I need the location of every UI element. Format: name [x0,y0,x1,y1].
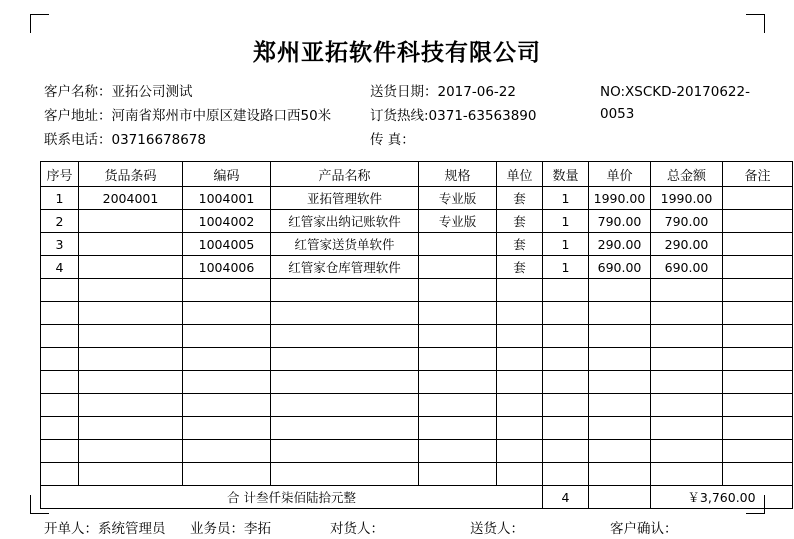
empty-cell [651,394,723,417]
row-unit: 套 [497,210,543,233]
empty-cell [497,302,543,325]
empty-cell [589,325,651,348]
row-code: 1004002 [183,210,271,233]
empty-cell [723,394,793,417]
receiver-label: 对货人： [330,521,384,537]
empty-cell [723,440,793,463]
row-spec [419,233,497,256]
row-index: 1 [41,187,79,210]
empty-cell [589,302,651,325]
empty-cell [183,394,271,417]
th-spec: 规格 [419,162,497,187]
row-qty: 1 [543,233,589,256]
empty-cell [651,463,723,486]
empty-cell [79,440,183,463]
salesman-value: 李拓 [244,521,271,537]
empty-cell [651,325,723,348]
empty-cell [589,417,651,440]
row-product-name: 红管家送货单软件 [271,233,419,256]
row-index: 2 [41,210,79,233]
empty-cell [41,394,79,417]
empty-cell [543,302,589,325]
empty-cell [543,348,589,371]
summary-price-blank [589,486,651,509]
empty-cell [79,279,183,302]
empty-cell [543,371,589,394]
empty-cell [183,325,271,348]
row-amount: 690.00 [651,256,723,279]
empty-cell [419,463,497,486]
row-product-name: 红管家仓库管理软件 [271,256,419,279]
empty-cell [79,463,183,486]
empty-cell [723,348,793,371]
row-price: 1990.00 [589,187,651,210]
th-barcode: 货品条码 [79,162,183,187]
empty-cell [543,417,589,440]
empty-cell [497,348,543,371]
delivery-note-document [40,24,771,539]
row-price: 790.00 [589,210,651,233]
empty-cell [419,302,497,325]
items-table [40,161,793,509]
table-row-empty [41,417,793,440]
delivery-date-value: 2017-06-22 [437,84,516,100]
empty-cell [543,325,589,348]
row-amount: 1990.00 [651,187,723,210]
delivery-date-field [370,81,516,103]
row-spec: 专业版 [419,210,497,233]
empty-cell [79,302,183,325]
table-row [41,210,793,233]
customer-address-field [44,105,331,127]
empty-cell [271,348,419,371]
empty-cell [271,463,419,486]
table-row [41,233,793,256]
company-title: 郑州亚拓软件科技有限公司 [253,40,541,66]
empty-cell [589,348,651,371]
empty-cell [41,463,79,486]
empty-cell [543,394,589,417]
order-hotline: 订货热线:0371-63563890 [370,108,537,124]
empty-cell [723,417,793,440]
empty-cell [651,279,723,302]
customer-name-label: 客户名称： [44,84,112,100]
th-price: 单价 [589,162,651,187]
row-unit: 套 [497,256,543,279]
row-code: 1004001 [183,187,271,210]
row-remark [723,187,793,210]
empty-cell [419,440,497,463]
meta-row-2 [40,105,754,129]
table-row-empty [41,394,793,417]
empty-cell [79,394,183,417]
empty-cell [419,279,497,302]
fax-label: 传 真： [370,132,415,148]
items-table-body [41,187,793,486]
empty-cell [419,371,497,394]
empty-cell [497,463,543,486]
table-row-empty [41,463,793,486]
table-row [41,256,793,279]
row-product-name: 亚拓管理软件 [271,187,419,210]
empty-cell [651,371,723,394]
empty-cell [41,371,79,394]
empty-cell [271,325,419,348]
items-table-foot [41,486,793,509]
th-amount: 总金额 [651,162,723,187]
empty-cell [497,279,543,302]
th-remark: 备注 [723,162,793,187]
empty-cell [651,440,723,463]
empty-cell [183,371,271,394]
delivery-date-label: 送货日期： [370,84,438,100]
th-qty: 数量 [543,162,589,187]
table-row-empty [41,302,793,325]
empty-cell [723,279,793,302]
summary-amount-words: 叁仟柒佰陆拾元整 [255,490,356,505]
empty-cell [589,440,651,463]
empty-cell [589,463,651,486]
empty-cell [183,348,271,371]
empty-cell [183,417,271,440]
maker-value: 系统管理员 [98,521,166,537]
empty-cell [79,417,183,440]
row-barcode [79,256,183,279]
empty-cell [651,417,723,440]
row-index: 4 [41,256,79,279]
row-unit: 套 [497,187,543,210]
row-barcode [79,210,183,233]
contact-phone-field [44,129,206,151]
customer-confirm-label: 客户确认： [610,521,678,537]
th-unit: 单位 [497,162,543,187]
summary-amount-total: ￥3,760.00 [651,486,793,509]
table-row [41,187,793,210]
row-remark [723,233,793,256]
customer-name-field [44,81,193,103]
salesman-field [190,517,271,537]
empty-cell [723,325,793,348]
row-amount: 290.00 [651,233,723,256]
empty-cell [183,279,271,302]
empty-cell [271,417,419,440]
items-table-head [41,162,793,187]
row-price: 290.00 [589,233,651,256]
empty-cell [41,417,79,440]
summary-words-cell [41,486,543,509]
empty-cell [79,348,183,371]
row-qty: 1 [543,187,589,210]
empty-cell [271,302,419,325]
empty-cell [589,394,651,417]
empty-cell [419,417,497,440]
empty-cell [183,302,271,325]
empty-cell [497,394,543,417]
empty-cell [41,440,79,463]
empty-cell [651,348,723,371]
row-barcode: 2004001 [79,187,183,210]
empty-cell [497,440,543,463]
empty-cell [723,302,793,325]
row-remark [723,210,793,233]
empty-cell [651,302,723,325]
meta-row-3 [40,129,754,153]
table-row-empty [41,440,793,463]
row-barcode [79,233,183,256]
row-remark [723,256,793,279]
row-spec: 专业版 [419,187,497,210]
table-row-empty [41,325,793,348]
th-product-name: 产品名称 [271,162,419,187]
row-index: 3 [41,233,79,256]
contact-phone-label: 联系电话： [44,132,112,148]
empty-cell [723,371,793,394]
table-row-empty [41,371,793,394]
empty-cell [271,440,419,463]
summary-qty-total: 4 [543,486,589,509]
summary-label: 合 计 [227,490,256,505]
empty-cell [543,440,589,463]
contact-phone-value: 03716678678 [111,132,206,148]
empty-cell [419,394,497,417]
empty-cell [183,440,271,463]
empty-cell [41,302,79,325]
customer-address-label: 客户地址： [44,108,112,124]
row-unit: 套 [497,233,543,256]
empty-cell [589,371,651,394]
empty-cell [497,325,543,348]
th-index: 序号 [41,162,79,187]
th-code: 编码 [183,162,271,187]
empty-cell [271,371,419,394]
empty-cell [497,371,543,394]
table-row-empty [41,279,793,302]
maker-label: 开单人： [44,521,98,537]
summary-row [41,486,793,509]
empty-cell [79,325,183,348]
document-number: NO:XSCKD-20170622-0053 [600,84,750,122]
empty-cell [41,325,79,348]
empty-cell [419,348,497,371]
empty-cell [271,394,419,417]
empty-cell [543,279,589,302]
empty-cell [419,325,497,348]
empty-cell [497,417,543,440]
empty-cell [589,279,651,302]
signature-row [40,517,754,539]
customer-name-value: 亚拓公司测试 [111,84,193,100]
table-header-row [41,162,793,187]
row-qty: 1 [543,256,589,279]
document-meta [40,81,754,155]
empty-cell [543,463,589,486]
table-row-empty [41,348,793,371]
empty-cell [183,463,271,486]
row-product-name: 红管家出纳记账软件 [271,210,419,233]
row-code: 1004006 [183,256,271,279]
row-spec [419,256,497,279]
deliverer-label: 送货人： [470,521,524,537]
empty-cell [79,371,183,394]
row-code: 1004005 [183,233,271,256]
customer-address-value: 河南省郑州市中原区建设路口西50米 [111,108,332,124]
row-qty: 1 [543,210,589,233]
row-amount: 790.00 [651,210,723,233]
row-price: 690.00 [589,256,651,279]
empty-cell [41,348,79,371]
empty-cell [723,463,793,486]
empty-cell [41,279,79,302]
empty-cell [271,279,419,302]
maker-field [44,517,166,537]
salesman-label: 业务员： [190,521,244,537]
